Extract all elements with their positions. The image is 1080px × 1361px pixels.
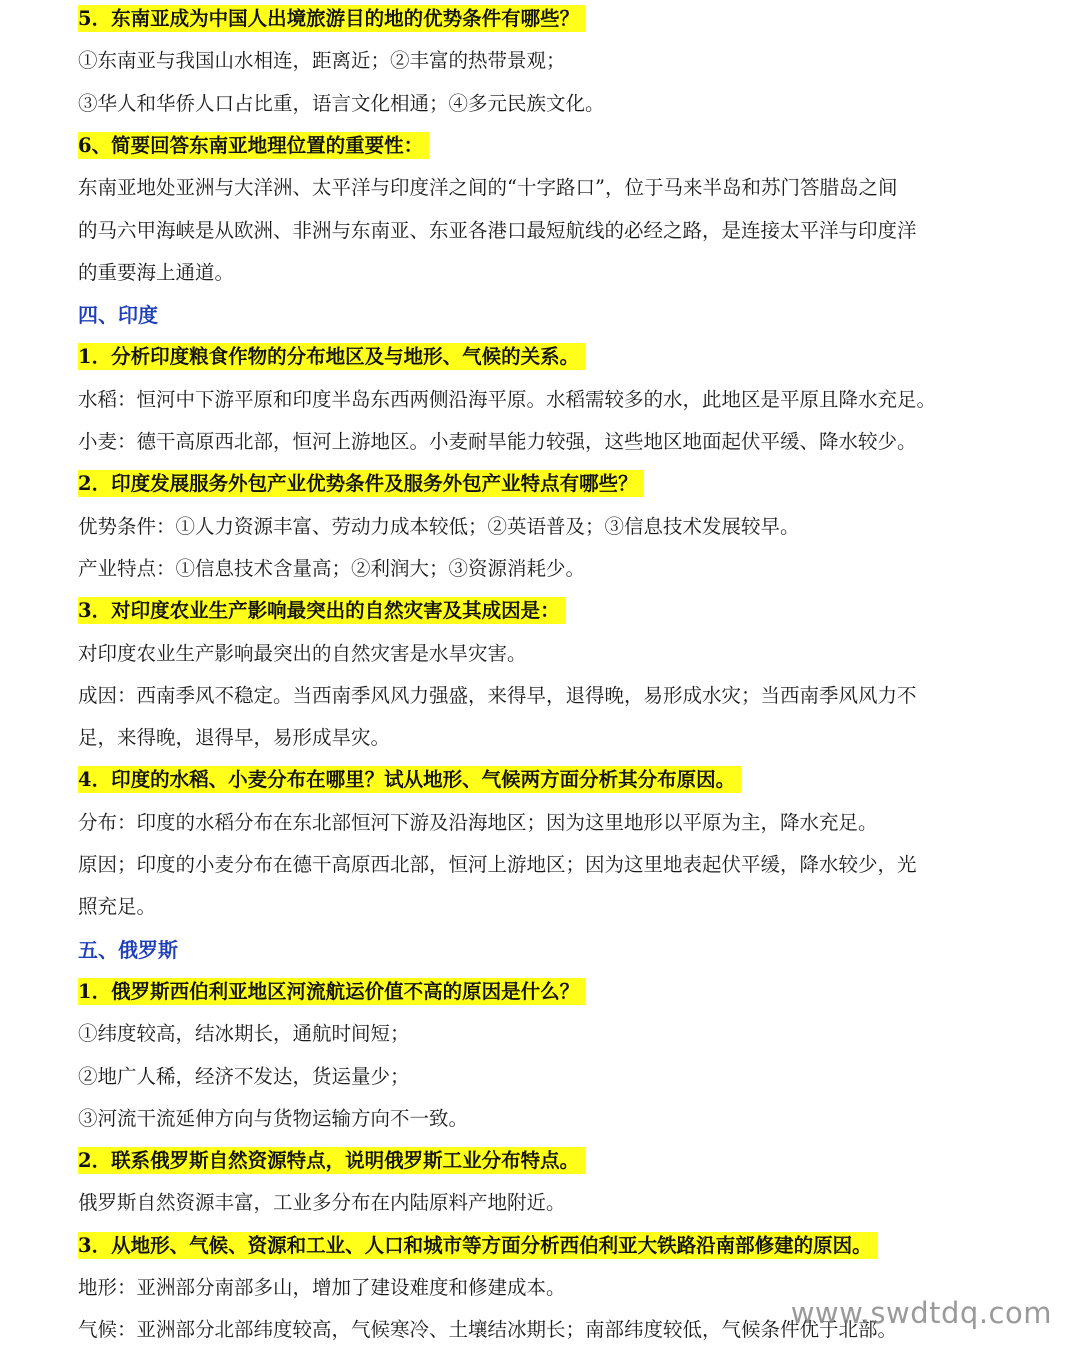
answer-text: 的马六甲海峡是从欧洲、非洲与东南亚、东亚各港口最短航线的必经之路，是连接太平洋与印度洋 xyxy=(78,218,917,242)
answer-text: ①东南亚与我国山水相连，距离近；②丰富的热带景观； xyxy=(78,49,566,73)
line-10 xyxy=(78,425,1018,459)
line-1 xyxy=(78,44,1018,78)
answer-text: 对印度农业生产影响最突出的自然灾害是水旱灾害。 xyxy=(78,641,527,665)
watermark-text: www.swdtdq.com xyxy=(790,1296,1052,1330)
answer-text: 俄罗斯自然资源丰富，工业多分布在内陆原料产地附近。 xyxy=(78,1191,566,1215)
answer-text: 足，来得晚，退得早，易形成旱灾。 xyxy=(78,726,391,750)
line-15 xyxy=(78,637,1018,671)
line-2 xyxy=(78,87,1018,121)
line-12 xyxy=(78,510,1018,544)
answer-text: 气候：亚洲部分北部纬度较高，气候寒冷、土壤结冰期长；南部纬度较低，气候条件优于北部。 xyxy=(78,1318,898,1342)
line-7 xyxy=(78,298,1018,332)
line-24 xyxy=(78,1017,1018,1051)
answer-text: 的重要海上通道。 xyxy=(78,260,235,284)
answer-text: 照充足。 xyxy=(78,895,157,919)
line-23 xyxy=(78,975,1018,1009)
line-29 xyxy=(78,1229,1018,1263)
line-13 xyxy=(78,552,1018,586)
answer-text: 小麦：德干高原西北部，恒河上游地区。小麦耐旱能力较强，这些地区地面起伏平缓、降水较少。 xyxy=(78,430,917,453)
question-heading: 3．从地形、气候、资源和工业、人口和城市等方面分析西伯利亚大铁路沿南部修建的原因。 xyxy=(78,1232,878,1259)
line-0 xyxy=(78,2,1018,36)
question-heading: 6、简要回答东南亚地理位置的重要性： xyxy=(78,132,429,159)
line-16 xyxy=(78,679,1018,713)
line-9 xyxy=(78,383,1018,417)
line-11 xyxy=(78,467,1018,501)
answer-text: 产业特点：①信息技术含量高；②利润大；③资源消耗少。 xyxy=(78,556,586,580)
line-26 xyxy=(78,1102,1018,1136)
answer-text: 分布：印度的水稻分布在东北部恒河下游及沿海地区；因为这里地形以平原为主，降水充足。 xyxy=(78,810,878,834)
answer-text: 地形：亚洲部分南部多山，增加了建设难度和修建成本。 xyxy=(78,1276,566,1299)
line-5 xyxy=(78,214,1018,248)
answer-text: ②地广人稀，经济不发达，货运量少； xyxy=(78,1064,410,1088)
line-27 xyxy=(78,1144,1018,1178)
line-18 xyxy=(78,763,1018,797)
question-heading: 1．俄罗斯西伯利亚地区河流航运价值不高的原因是什么？ xyxy=(78,978,585,1005)
question-heading: 3．对印度农业生产影响最突出的自然灾害及其成因是： xyxy=(78,597,566,624)
answer-text: 优势条件：①人力资源丰富、劳动力成本较低；②英语普及；③信息技术发展较早。 xyxy=(78,514,800,538)
question-heading: 2．印度发展服务外包产业优势条件及服务外包产业特点有哪些？ xyxy=(78,470,644,497)
line-21 xyxy=(78,890,1018,924)
section-heading: 五、俄罗斯 xyxy=(78,937,178,962)
line-3 xyxy=(78,129,1018,163)
answer-text: ③华人和华侨人口占比重，语言文化相通；④多元民族文化。 xyxy=(78,91,605,115)
question-heading: 2．联系俄罗斯自然资源特点，说明俄罗斯工业分布特点。 xyxy=(78,1147,585,1174)
line-4 xyxy=(78,171,1018,205)
line-17 xyxy=(78,721,1018,755)
line-20 xyxy=(78,848,1018,882)
answer-text: 成因：西南季风不稳定。当西南季风风力强盛，来得早，退得晚，易形成水灾；当西南季风风力不 xyxy=(78,683,917,707)
line-8 xyxy=(78,340,1018,374)
section-heading: 四、印度 xyxy=(78,303,158,328)
answer-text: ①纬度较高，结冰期长，通航时间短； xyxy=(78,1022,410,1046)
line-25 xyxy=(78,1060,1018,1094)
answer-text: 东南亚地处亚洲与大洋洲、太平洋与印度洋之间的“十字路口”，位于马来半岛和苏门答腊岛之间 xyxy=(78,176,898,200)
question-heading: 5．东南亚成为中国人出境旅游目的地的优势条件有哪些？ xyxy=(78,5,585,32)
question-heading: 1．分析印度粮食作物的分布地区及与地形、气候的关系。 xyxy=(78,343,585,370)
answer-text: 原因；印度的小麦分布在德干高原西北部，恒河上游地区；因为这里地表起伏平缓，降水较少，光 xyxy=(78,853,917,876)
question-heading: 4．印度的水稻、小麦分布在哪里？试从地形、气候两方面分析其分布原因。 xyxy=(78,766,741,793)
line-14 xyxy=(78,594,1018,628)
line-28 xyxy=(78,1186,1018,1220)
line-19 xyxy=(78,806,1018,840)
answer-text: 水稻：恒河中下游平原和印度半岛东西两侧沿海平原。水稻需较多的水，此地区是平原且降水充足。 xyxy=(78,387,937,411)
answer-text: ③河流干流延伸方向与货物运输方向不一致。 xyxy=(78,1106,469,1130)
line-22 xyxy=(78,933,1018,967)
line-6 xyxy=(78,256,1018,290)
